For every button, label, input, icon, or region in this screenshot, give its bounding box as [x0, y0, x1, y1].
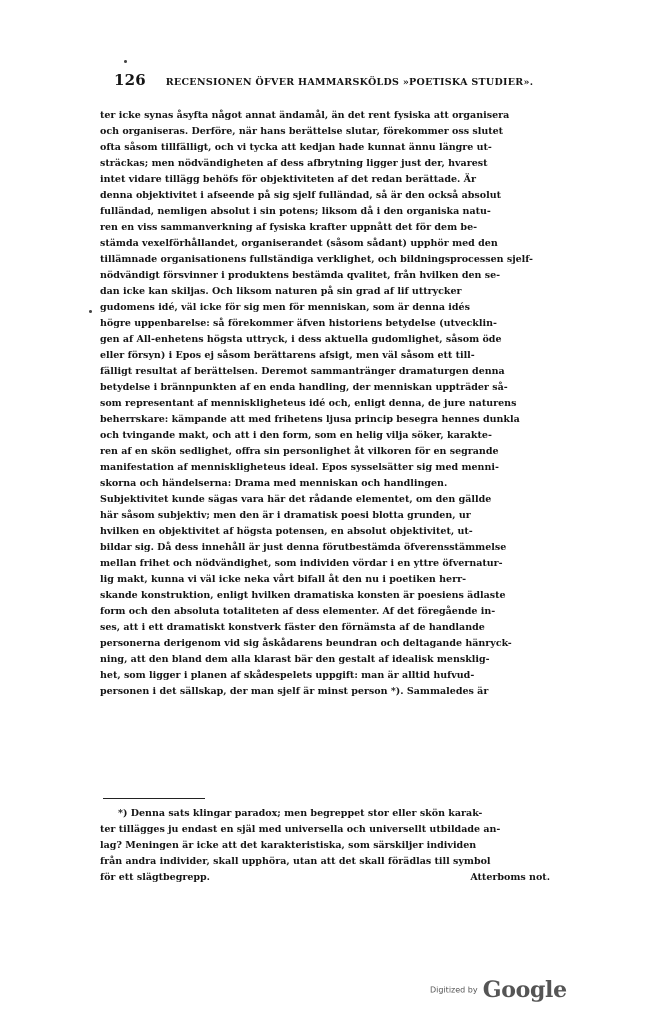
- footnote-signature: Atterboms not.: [470, 872, 550, 883]
- footnote-last-line: [100, 870, 556, 886]
- watermark-prefix: Digitized by: [430, 985, 478, 995]
- footnote-line: ter tillägges ju endast en själ med universella och universellt utbildade an-: [100, 824, 501, 835]
- body-line: personen i det sällskap, der man sjelf är minst person *). Sammaledes är: [100, 686, 489, 697]
- body-line: gudomens idé, väl icke för sig men för menniskan, som är denna idés: [100, 302, 470, 313]
- ink-speck: [89, 310, 92, 313]
- body-line: ren en viss sammanverkning af fysiska krafter uppnått det för dem be-: [100, 222, 478, 233]
- body-line: denna objektivitet i afseende på sig sjelf fulländad, så är den också absolut: [100, 190, 502, 201]
- body-line: som representant af menniskligheteus idé och, enligt denna, de jure naturens: [100, 398, 517, 409]
- body-line: ren af en skön sedlighet, offra sin personlighet åt vilkoren för en segrande: [100, 446, 499, 457]
- body-line: gen af All-enhetens högsta uttryck, i dess aktuella gudomlighet, såsom öde: [100, 334, 502, 345]
- body-line: skorna och händelserna: Drama med menniskan och handlingen.: [100, 478, 448, 489]
- body-line: skande konstruktion, enligt hvilken dramatiska konsten är poesiens ädlaste: [100, 590, 506, 601]
- google-logo: Google: [482, 977, 567, 1003]
- body-text: [100, 108, 556, 700]
- digitized-watermark: [430, 977, 567, 1007]
- body-line: hvilken en objektivitet af högsta potensen, en absolut objektivitet, ut-: [100, 526, 473, 537]
- body-line: ofta såsom tillfälligt, och vi tycka att kedjan hade kunnat ännu längre ut-: [100, 142, 492, 153]
- body-line: personerna derigenom vid sig åskådarens beundran och deltagande hänryck-: [100, 638, 512, 649]
- body-line: form och den absoluta totaliteten af dess elementer. Af det föregående in-: [100, 606, 496, 617]
- body-line: här såsom subjektiv; men den är i dramatisk poesi blotta grunden, ur: [100, 510, 471, 521]
- body-line: betydelse i brännpunkten af en enda handling, der menniskan uppträder så-: [100, 382, 508, 393]
- body-line: fälligt resultat af berättelsen. Deremot sammantränger dramaturgen denna: [100, 366, 505, 377]
- body-line: intet vidare tillägg behöfs för objektiviteten af det redan berättade. Är: [100, 174, 476, 185]
- footnote-line: lag? Meningen är icke att det karakteristiska, som särskiljer individen: [100, 840, 477, 851]
- footnote: [100, 806, 556, 886]
- body-line: och organiseras. Derföre, när hans berättelse slutar, förekommer oss slutet: [100, 126, 504, 137]
- body-line: stämda vexelförhållandet, organiserandet (såsom sådant) upphör med den: [100, 238, 498, 249]
- footnote-line: *) Denna sats klingar paradox; men begreppet stor eller skön karak-: [118, 808, 483, 819]
- body-line: manifestation af menniskligheteus ideal. Epos sysselsätter sig med menni-: [100, 462, 499, 473]
- body-line: beherrskare: kämpande att med frihetens ljusa princip besegra hennes dunkla: [100, 414, 520, 425]
- body-line: lig makt, kunna vi väl icke neka vårt bifall åt den nu i poetiken herr-: [100, 574, 467, 585]
- footnote-rule: [103, 798, 205, 799]
- body-line: dan icke kan skiljas. Och liksom naturen på sin grad af lif uttrycker: [100, 286, 462, 297]
- body-line: ning, att den bland dem alla klarast bär den gestalt af idealisk mensklig-: [100, 654, 490, 665]
- body-line: bildar sig. Då dess innehåll är just denna förutbestämda öfverensstämmelse: [100, 542, 507, 553]
- footnote-line: för ett slägtbegrepp.: [100, 872, 210, 883]
- body-line: sträckas; men nödvändigheten af dess afbrytning ligger just der, hvarest: [100, 158, 488, 169]
- page-number: 126: [114, 71, 146, 89]
- footnote-line: från andra individer, skall upphöra, utan att det skall förädlas till symbol: [100, 856, 491, 867]
- body-line: och tvingande makt, och att i den form, som en helig vilja söker, karakte-: [100, 430, 492, 441]
- body-line: Subjektivitet kunde sägas vara här det rådande elementet, om den gällde: [100, 494, 492, 505]
- body-line: tillämnade organisationens fullständiga verklighet, och bildningsprocessen sjelf-: [100, 254, 533, 265]
- body-line: eller försyn) i Epos ej såsom berättarens afsigt, men väl såsom ett till-: [100, 350, 475, 361]
- page-header: [114, 70, 544, 89]
- body-line: mellan frihet och nödvändighet, som individen vördar i en yttre öfvernatur-: [100, 558, 503, 569]
- body-line: fulländad, nemligen absolut i sin potens; liksom då i den organiska natu-: [100, 206, 491, 217]
- running-title: RECENSIONEN ÖFVER HAMMARSKÖLDS »POETISKA STUDIER».: [165, 77, 534, 88]
- ink-speck: [124, 60, 127, 63]
- body-line: ter icke synas åsyfta något annat ändamål, än det rent fysiska att organisera: [100, 110, 510, 121]
- body-line: ses, att i ett dramatiskt konstverk fäster den förnämsta af de handlande: [100, 622, 485, 633]
- body-line: högre uppenbarelse: så förekommer äfven historiens betydelse (utvecklin-: [100, 318, 497, 329]
- body-line: het, som ligger i planen af skådespelets uppgift: man är alltid hufvud-: [100, 670, 475, 681]
- body-line: nödvändigt försvinner i produktens bestämda qvalitet, från hvilken den se-: [100, 270, 501, 281]
